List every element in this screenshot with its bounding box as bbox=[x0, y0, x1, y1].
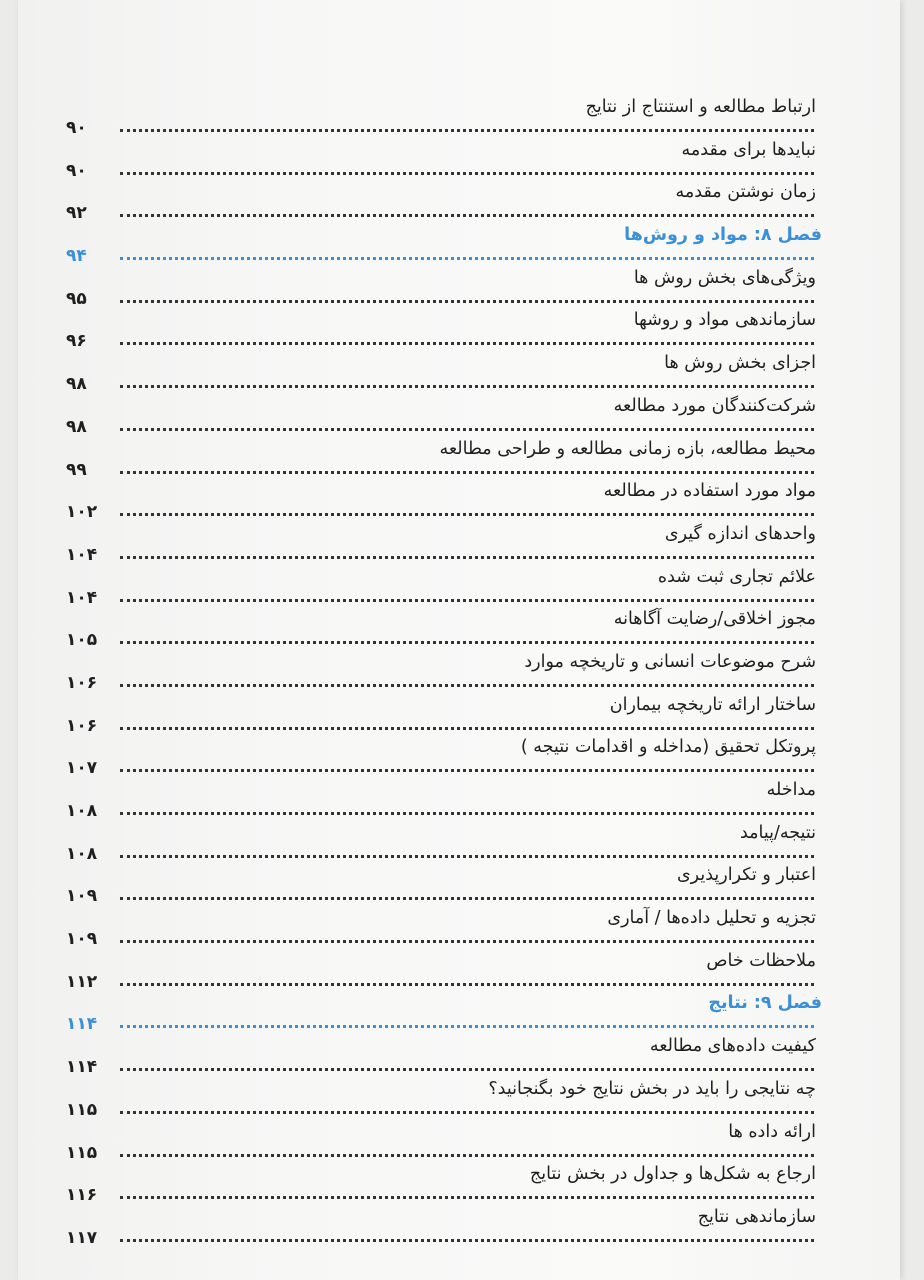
entry-title: شرح موضوعات انسانی و تاریخچه موارد bbox=[524, 651, 816, 672]
toc-entry bbox=[66, 950, 822, 993]
dot-leader bbox=[120, 812, 814, 815]
leader-line bbox=[66, 1057, 822, 1077]
entry-title: اعتبار و تکرارپذیری bbox=[676, 865, 816, 886]
page-number: ۱۰۶ bbox=[66, 672, 98, 693]
book-page bbox=[18, 0, 900, 1280]
dot-leader bbox=[120, 129, 814, 132]
page-number: ۱۰۴ bbox=[66, 544, 98, 565]
page-number: ۱۱۷ bbox=[66, 1227, 98, 1248]
page-number: ۹۵ bbox=[66, 288, 87, 309]
dot-leader bbox=[120, 257, 814, 260]
chapter-title: فصل ۹: نتایج bbox=[708, 993, 822, 1014]
dot-leader bbox=[120, 214, 814, 217]
page-number: ۱۱۵ bbox=[66, 1142, 98, 1163]
dot-leader bbox=[120, 855, 814, 858]
entry-title: ارائه داده ها bbox=[728, 1121, 816, 1142]
leader-line bbox=[66, 801, 822, 821]
toc-entry bbox=[66, 438, 822, 481]
table-of-contents bbox=[66, 96, 822, 1249]
dot-leader bbox=[120, 897, 814, 900]
entry-title: سازماندهی مواد و روشها bbox=[633, 310, 816, 331]
toc-entry bbox=[66, 736, 822, 779]
toc-entry bbox=[66, 352, 822, 395]
leader-line bbox=[66, 545, 822, 565]
dot-leader bbox=[120, 1025, 814, 1028]
dot-leader bbox=[120, 940, 814, 943]
leader-line bbox=[66, 929, 822, 949]
page-number: ۱۱۴ bbox=[66, 1014, 98, 1035]
dot-leader bbox=[120, 342, 814, 345]
toc-entry bbox=[66, 907, 822, 950]
page-number: ۹۹ bbox=[66, 459, 87, 480]
toc-entry bbox=[66, 694, 822, 737]
entry-title: نبایدها برای مقدمه bbox=[681, 139, 816, 160]
page-number: ۹۰ bbox=[66, 118, 87, 138]
entry-title: پروتکل تحقیق (مداخله و اقدامات نتیجه ) bbox=[520, 737, 816, 758]
entry-title: تجزیه و تحلیل داده‌ها / آماری bbox=[607, 908, 816, 929]
toc-entry bbox=[66, 480, 822, 523]
toc-chapter-entry bbox=[66, 992, 822, 1035]
entry-title: شرکت‌کنندگان مورد مطالعه bbox=[613, 395, 816, 416]
entry-title: واحدهای اندازه گیری bbox=[664, 523, 816, 544]
page-number: ۱۰۸ bbox=[66, 801, 98, 821]
toc-entry bbox=[66, 566, 822, 609]
leader-line bbox=[66, 1014, 822, 1034]
toc-entry bbox=[66, 395, 822, 438]
leader-line bbox=[66, 1228, 822, 1248]
dot-leader bbox=[120, 769, 814, 772]
dot-leader bbox=[120, 1196, 814, 1199]
dot-leader bbox=[120, 513, 814, 516]
page-number: ۱۱۴ bbox=[66, 1057, 98, 1078]
page-number: ۱۰۹ bbox=[66, 886, 98, 907]
leader-line bbox=[66, 886, 822, 906]
dot-leader bbox=[120, 684, 814, 687]
entry-title: ساختار ارائه تاریخچه بیماران bbox=[609, 694, 816, 715]
leader-line bbox=[66, 1143, 822, 1163]
leader-line bbox=[66, 1185, 822, 1205]
entry-title: مواد مورد استفاده در مطالعه bbox=[603, 481, 816, 502]
entry-title: اجزای بخش روش ها bbox=[664, 353, 816, 374]
toc-entry bbox=[66, 139, 822, 182]
dot-leader bbox=[120, 556, 814, 559]
page-number: ۹۸ bbox=[66, 416, 87, 437]
page-number: ۹۸ bbox=[66, 374, 87, 395]
toc-entry bbox=[66, 1121, 822, 1164]
entry-title: سازماندهی نتایج bbox=[697, 1206, 816, 1227]
toc-entry bbox=[66, 608, 822, 651]
dot-leader bbox=[120, 471, 814, 474]
page-number: ۹۲ bbox=[66, 203, 87, 224]
entry-title: نتیجه/پیامد bbox=[739, 822, 816, 843]
page-number: ۹۰ bbox=[66, 160, 87, 181]
entry-title: ویژگی‌های بخش روش ها bbox=[633, 267, 816, 288]
page-number: ۱۱۵ bbox=[66, 1099, 98, 1120]
toc-entry bbox=[66, 779, 822, 822]
page-number: ۹۶ bbox=[66, 331, 87, 352]
page-number: ۱۰۵ bbox=[66, 630, 98, 651]
dot-leader bbox=[120, 1111, 814, 1114]
chapter-title: فصل ۸: مواد و روش‌ها bbox=[624, 225, 822, 246]
leader-line bbox=[66, 758, 822, 778]
dot-leader bbox=[120, 428, 814, 431]
leader-line bbox=[66, 118, 822, 138]
dot-leader bbox=[120, 983, 814, 986]
entry-title: مجوز اخلاقی/رضایت آگاهانه bbox=[613, 609, 816, 630]
leader-line bbox=[66, 331, 822, 351]
page-number: ۱۰۶ bbox=[66, 715, 98, 736]
toc-entry bbox=[66, 267, 822, 310]
page-number: ۹۴ bbox=[66, 246, 87, 267]
leader-line bbox=[66, 203, 822, 223]
toc-entry bbox=[66, 651, 822, 694]
page-number: ۱۰۷ bbox=[66, 758, 98, 779]
toc-entry bbox=[66, 1035, 822, 1078]
entry-title: مداخله bbox=[766, 780, 816, 800]
entry-title: ارتباط مطالعه و استنتاج از نتایج bbox=[585, 97, 816, 117]
entry-title: کیفیت داده‌های مطالعه bbox=[649, 1036, 816, 1057]
dot-leader bbox=[120, 1239, 814, 1242]
toc-entry bbox=[66, 309, 822, 352]
leader-line bbox=[66, 417, 822, 437]
leader-line bbox=[66, 161, 822, 181]
toc-entry bbox=[66, 864, 822, 907]
toc-entry bbox=[66, 181, 822, 224]
toc-entry bbox=[66, 523, 822, 566]
toc-entry bbox=[66, 1206, 822, 1249]
toc-entry bbox=[66, 1078, 822, 1121]
leader-line bbox=[66, 246, 822, 266]
dot-leader bbox=[120, 385, 814, 388]
entry-title: زمان نوشتن مقدمه bbox=[675, 182, 816, 203]
dot-leader bbox=[120, 300, 814, 303]
page-number: ۱۱۶ bbox=[66, 1185, 98, 1206]
entry-title: چه نتایجی را باید در بخش نتایج خود بگنجانید؟ bbox=[488, 1078, 816, 1099]
entry-title: علائم تجاری ثبت شده bbox=[657, 566, 816, 587]
page-number: ۱۰۹ bbox=[66, 929, 98, 950]
toc-chapter-entry bbox=[66, 224, 822, 267]
leader-line bbox=[66, 588, 822, 608]
entry-title: ملاحظات خاص bbox=[706, 950, 816, 971]
dot-leader bbox=[120, 1154, 814, 1157]
toc-entry bbox=[66, 96, 822, 139]
page-number: ۱۱۲ bbox=[66, 971, 98, 992]
dot-leader bbox=[120, 1068, 814, 1071]
leader-line bbox=[66, 460, 822, 480]
leader-line bbox=[66, 502, 822, 522]
leader-line bbox=[66, 289, 822, 309]
dot-leader bbox=[120, 172, 814, 175]
leader-line bbox=[66, 972, 822, 992]
dot-leader bbox=[120, 641, 814, 644]
leader-line bbox=[66, 374, 822, 394]
dot-leader bbox=[120, 727, 814, 730]
entry-title: ارجاع به شکل‌ها و جداول در بخش نتایج bbox=[529, 1164, 816, 1185]
dot-leader bbox=[120, 599, 814, 602]
page-number: ۱۰۸ bbox=[66, 843, 98, 864]
leader-line bbox=[66, 716, 822, 736]
leader-line bbox=[66, 673, 822, 693]
entry-title: محیط مطالعه، بازه زمانی مطالعه و طراحی مطالعه bbox=[439, 438, 816, 459]
leader-line bbox=[66, 630, 822, 650]
leader-line bbox=[66, 1100, 822, 1120]
leader-line bbox=[66, 844, 822, 864]
page-number: ۱۰۲ bbox=[66, 502, 98, 523]
toc-entry bbox=[66, 822, 822, 865]
page-number: ۱۰۴ bbox=[66, 587, 98, 608]
toc-entry bbox=[66, 1163, 822, 1206]
